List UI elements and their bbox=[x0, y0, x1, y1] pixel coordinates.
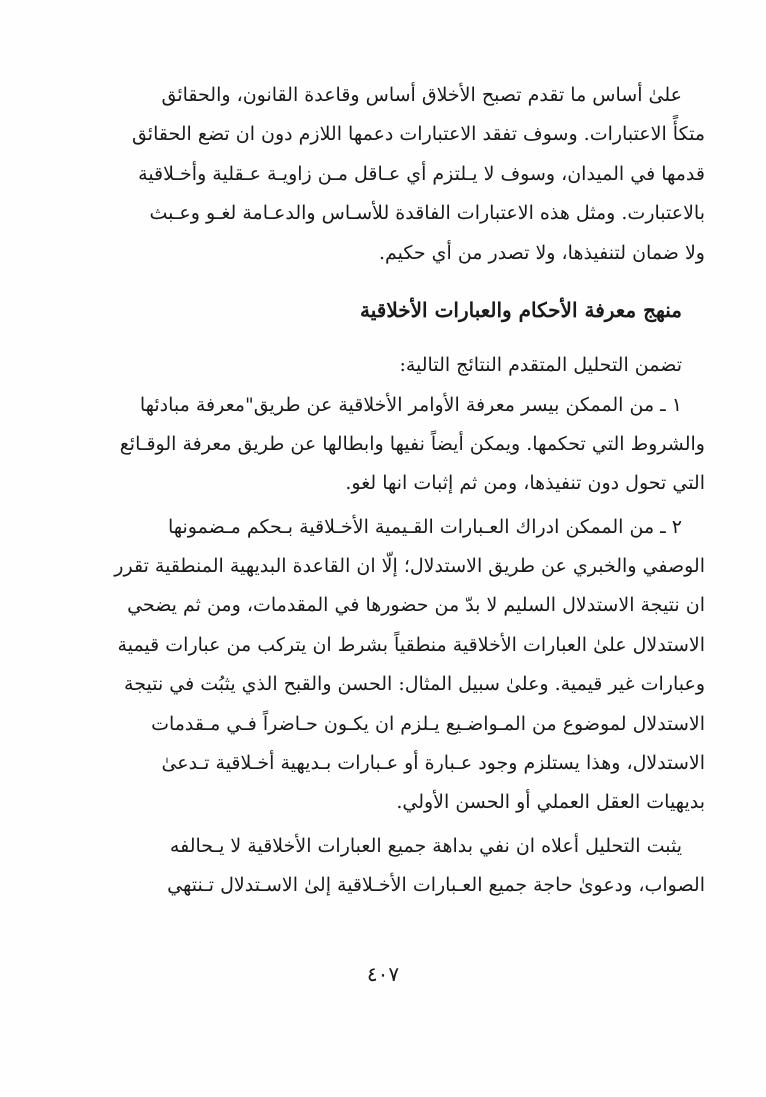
text-line: يثبت التحليل أعلاه ان نفي بداهة جميع العبارات الأخلاقية لا يـحالفه bbox=[169, 834, 682, 857]
text-line: الاستدلال لموضوع من المـواضـيع يـلزم ان يكـون حـاضراً فـي مـقدمات bbox=[151, 712, 705, 735]
section-heading: منهج معرفة الأحكام والعبارات الأخلاقية bbox=[360, 297, 682, 322]
text-line: والشروط التي تحكمها. ويمكن أيضاً نفيها وابطالها عن طريق معرفة الوقـائع bbox=[119, 432, 705, 455]
page-body bbox=[100, 76, 705, 906]
text-line: ١ ـ من الممكن بيسر معرفة الأوامر الأخلاقية عن طريق"معرفة مبادئها bbox=[139, 393, 682, 416]
text-line: وعبارات غير قيمية. وعلىٰ سبيل المثال: الحسن والقبح الذي يثبُت في نتيجة bbox=[124, 673, 705, 696]
text-line: الوصفي والخبري عن طريق الاستدلال؛ إلّا ان القاعدة البديهية المنطقية تقرر bbox=[114, 555, 705, 578]
text-line: ولا ضمان لتنفيذها، ولا تصدر من أي حكيم. bbox=[378, 241, 705, 264]
text-line: بالاعتبارت. ومثل هذه الاعتبارات الفاقدة للأسـاس والدعـامة لغـو وعـبث bbox=[149, 202, 705, 225]
text-line: التي تحول دون تنفيذها، ومن ثم إثبات انها لغو. bbox=[345, 472, 705, 495]
intro-line: تضمن التحليل المتقدم النتائج التالية: bbox=[399, 354, 682, 377]
text-line: ٢ ـ من الممكن ادراك العـبارات القـيمية الأخـلاقية بـحكم مـضمونها bbox=[167, 515, 682, 538]
text-line: بديهيات العقل العملي أو الحسن الأولي. bbox=[396, 791, 705, 814]
text-line: الاستدلال علىٰ العبارات الأخلاقية منطقياً بشرط ان يتركب من عبارات قيمية bbox=[117, 633, 705, 656]
paragraph-last bbox=[100, 827, 705, 906]
text-line: الاستدلال، وهذا يستلزم وجود عـبارة أو عـبارات بـديهية أخـلاقية تـدعىٰ bbox=[161, 752, 705, 775]
text-line: قدمها في الميدان، وسوف لا يـلتزم أي عـاقل مـن زاويـة عـقلية وأخـلاقية bbox=[138, 162, 705, 185]
paragraph-1 bbox=[100, 76, 705, 273]
text-line: متكأً الاعتبارات. وسوف تفقد الاعتبارات دعمها اللازم دون ان تضع الحقائق bbox=[131, 123, 705, 146]
page-number: ٤٠٧ bbox=[366, 962, 400, 986]
numbered-item-1 bbox=[100, 386, 705, 504]
text-line: ان نتيجة الاستدلال السليم لا بدّ من حضورها في المقدمات، ومن ثم يضحي bbox=[127, 594, 705, 617]
numbered-item-2 bbox=[100, 508, 705, 823]
text-line: الصواب، ودعوىٰ حاجة جميع العـبارات الأخـلاقية إلىٰ الاسـتدلال تـنتهي bbox=[167, 874, 705, 897]
text-line: علىٰ أساس ما تقدم تصبح الأخلاق أساس وقاعدة القانون، والحقائق bbox=[161, 84, 682, 106]
